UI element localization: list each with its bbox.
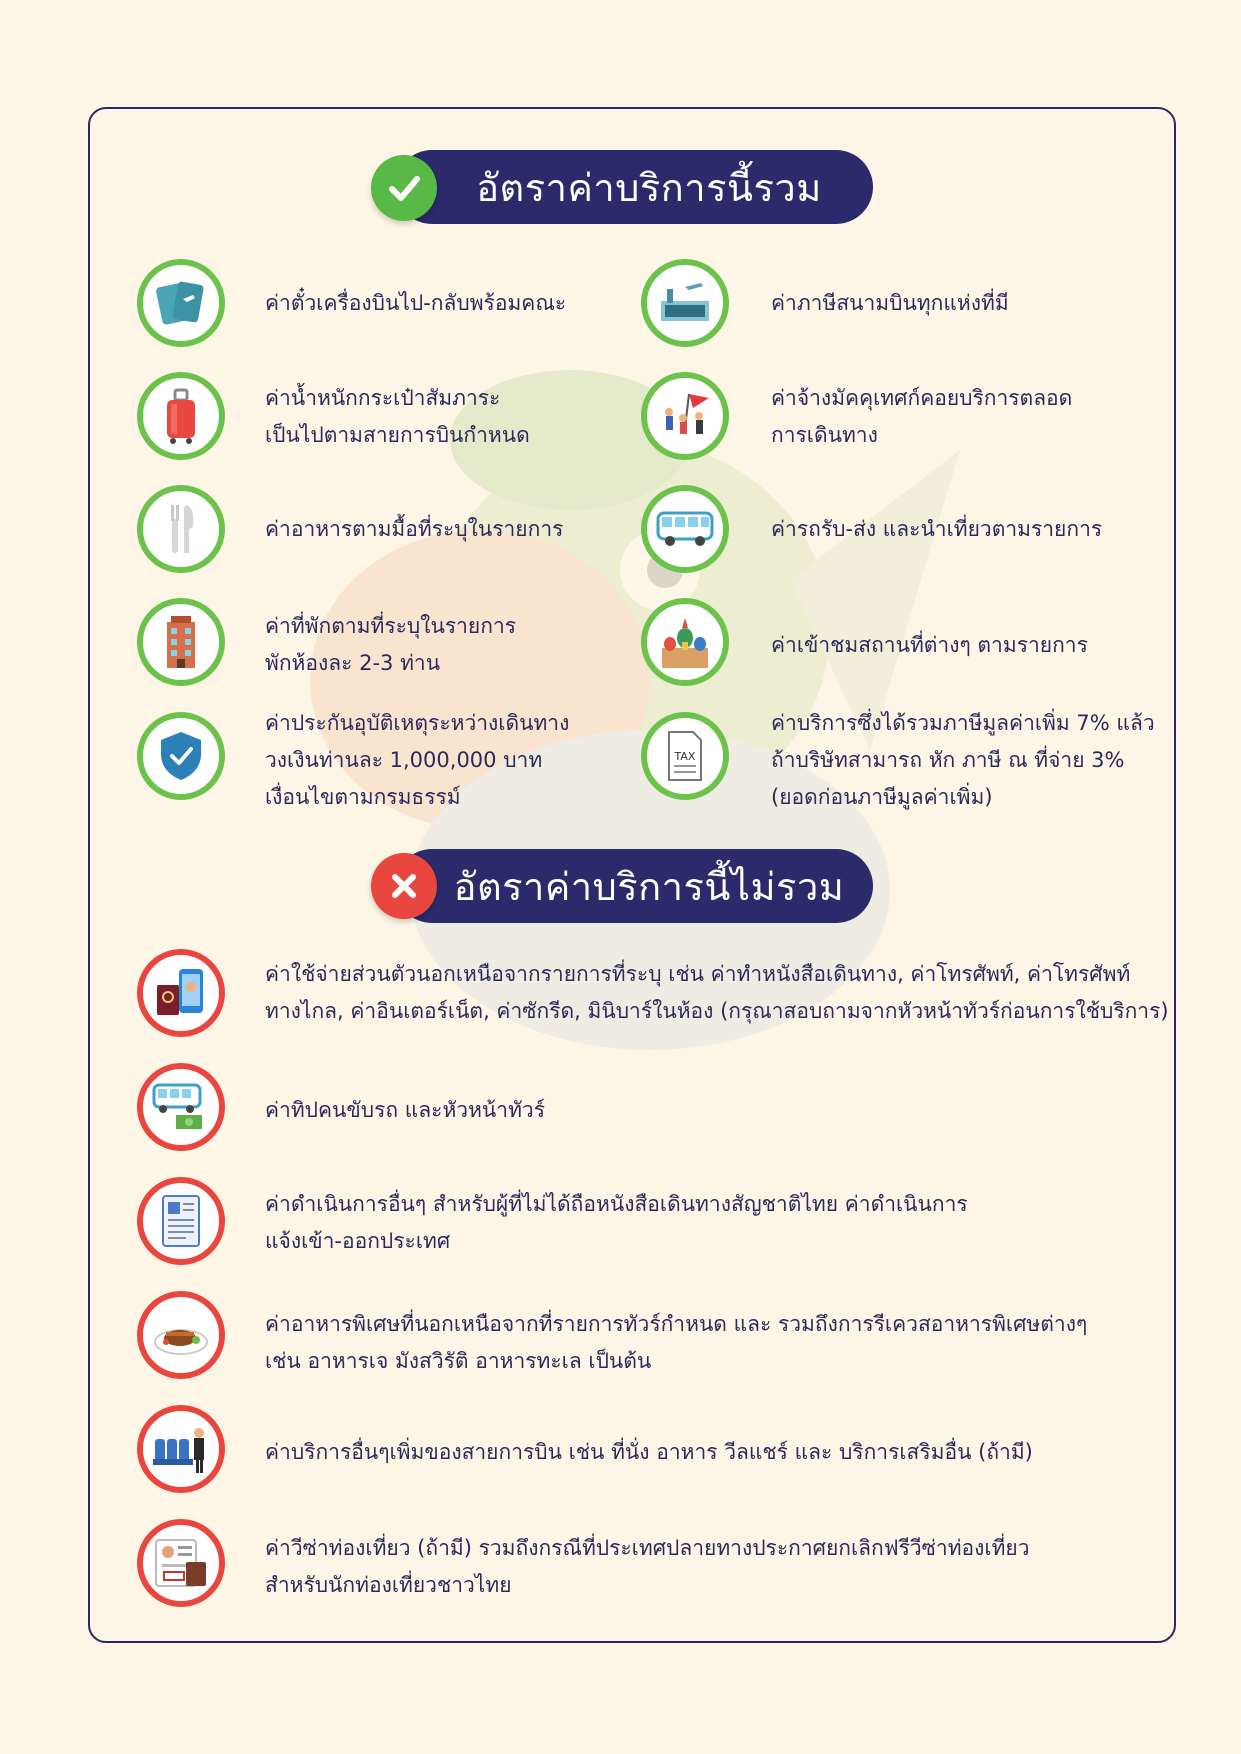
luggage-icon — [137, 372, 225, 460]
excluded-title: อัตราค่าบริการนี้ไม่รวม — [453, 864, 845, 909]
visa-document-icon — [137, 1519, 225, 1607]
tax-document-icon — [641, 712, 729, 800]
excluded-item-text: ค่าใช้จ่ายส่วนตัวนอกเหนือจากรายการที่ระบุ เช่น ค่าทำหนังสือเดินทาง, ค่าโทรศัพท์, ค่าโทรศัพท์ ทางไกล, ค่าอินเตอร์เน็ต, ค่าซักรีด, มินิบาร์ในห้อง (กรุณาสอบถามจากหัวหน้าทัวร์ก่อนการใช้บริการ) — [265, 962, 1169, 1023]
airport-icon — [641, 259, 729, 347]
phone-passport-icon — [137, 949, 225, 1037]
excluded-item-text: ค่าวีซ่าท่องเที่ยว (ถ้ามี) รวมถึงกรณีที่ประเทศปลายทางประกาศยกเลิกฟรีวีซ่าท่องเที่ยว สำหรับนักท่องเที่ยวชาวไทย — [265, 1536, 1030, 1597]
bus-icon — [641, 485, 729, 573]
excluded-banner — [395, 849, 873, 923]
landmark-icon — [641, 598, 729, 686]
included-item-text: ค่าที่พักตามที่ระบุในรายการ พักห้องละ 2-3 ท่าน — [265, 614, 517, 675]
excluded-item-text: ค่าบริการอื่นๆเพิ่มของสายการบิน เช่น ที่นั่ง อาหาร วีลแชร์ และ บริการเสริมอื่น (ถ้ามี) — [265, 1440, 1033, 1464]
included-item-text: ค่าตั๋วเครื่องบินไป-กลับพร้อมคณะ — [265, 291, 567, 315]
included-title: อัตราค่าบริการนี้รวม — [476, 165, 822, 210]
special-meal-icon — [137, 1291, 225, 1379]
check-icon — [371, 155, 437, 221]
cross-icon — [371, 853, 437, 919]
excluded-item-text: ค่าอาหารพิเศษที่นอกเหนือจากที่รายการทัวร์กำหนด และ รวมถึงการรีเควสอาหารพิเศษต่างๆ เช่น อาหารเจ มังสวิรัติ อาหารทะเล เป็นต้น — [265, 1312, 1088, 1373]
included-item-text: ค่าเข้าชมสถานที่ต่างๆ ตามรายการ — [771, 633, 1088, 657]
included-item-text: ค่ารถรับ-ส่ง และนำเที่ยวตามรายการ — [771, 517, 1103, 541]
shield-check-icon — [137, 712, 225, 800]
included-item-text: ค่าอาหารตามมื้อที่ระบุในรายการ — [265, 517, 564, 541]
included-item-text: ค่าประกันอุบัติเหตุระหว่างเดินทาง วงเงินท่านละ 1,000,000 บาท เงื่อนไขตามกรมธรรม์ — [265, 711, 570, 809]
included-item-text: ค่าจ้างมัคคุเทศก์คอยบริการตลอด การเดินทาง — [771, 386, 1073, 447]
fork-knife-icon — [137, 485, 225, 573]
included-item-text: ค่าน้ำหนักกระเป๋าสัมภาระ เป็นไปตามสายการบินกำหนด — [265, 386, 530, 447]
excluded-item-text: ค่าทิปคนขับรถ และหัวหน้าทัวร์ — [265, 1098, 545, 1122]
included-item-text: ค่าบริการซึ่งได้รวมภาษีมูลค่าเพิ่ม 7% แล้ว ถ้าบริษัทสามารถ หัก ภาษี ณ ที่จ่าย 3% (ยอดก่อนภาษีมูลค่าเพิ่ม) — [771, 711, 1155, 809]
bus-tip-icon — [137, 1063, 225, 1151]
airline-seat-icon — [137, 1405, 225, 1493]
document-form-icon — [137, 1177, 225, 1265]
tour-guide-icon — [641, 372, 729, 460]
svg-text:TAX: TAX — [674, 750, 696, 763]
hotel-icon — [137, 598, 225, 686]
included-banner — [395, 150, 873, 224]
excluded-item-text: ค่าดำเนินการอื่นๆ สำหรับผู้ที่ไม่ได้ถือหนังสือเดินทางสัญชาติไทย ค่าดำเนินการ แจ้งเข้า-ออกประเทศ — [265, 1192, 968, 1253]
included-item-text: ค่าภาษีสนามบินทุกแห่งที่มี — [771, 291, 1009, 315]
ticket-icon — [137, 259, 225, 347]
